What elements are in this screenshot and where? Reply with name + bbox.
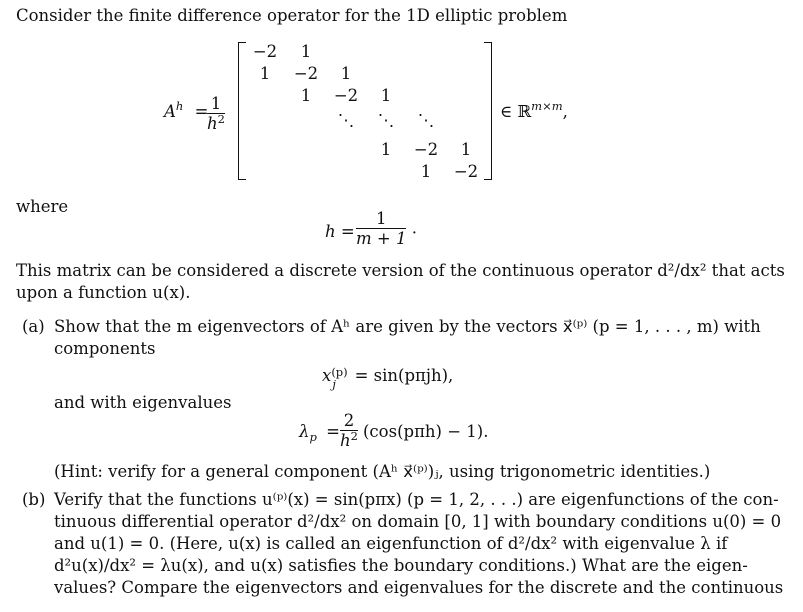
eigvec-rhs: = sin(pπjh), [354,366,454,385]
equals-sign: = [194,102,209,121]
part-b-line-3: and u(1) = 0. (Here, u(x) is called an eigenfunction of d²/dx² with eigenvalue λ if [54,534,728,553]
scale-numerator: 1 [207,95,225,114]
matrix-entry: 1 [460,140,472,159]
part-a-mid-text: and with eigenvalues [54,393,232,412]
eigval-numerator: 2 [340,412,358,431]
matrix-entry: ⋱ [337,111,355,130]
eigenvalue-equation-fraction [340,412,358,450]
matrix-entry: 1 [300,86,312,105]
paragraph-line-2: upon a function u(x). [16,283,191,302]
matrix-entry: −2 [252,42,278,61]
part-a-hint: (Hint: verify for a general component (Aʰ x⃗⁽ᵖ⁾)ⱼ, using trigonometric identities.) [54,462,711,481]
part-b-line-4: d²u(x)/dx² = λu(x), and u(x) satisfies the boundary conditions.) What are the eigen- [54,556,748,575]
eigval-equals: = [326,422,340,441]
eigvec-superscript: (p) [331,365,348,379]
matrix-right-bracket [484,42,492,180]
h-denominator: m + 1 [356,229,407,249]
matrix-entry: 1 [259,64,271,83]
part-b-line-5: values? Compare the eigenvectors and eigenvalues for the discrete and the continuous [54,578,784,597]
matrix-scale-fraction [207,95,225,133]
part-a-line-1: Show that the m eigenvectors of Aʰ are given by the vectors x⃗⁽ᵖ⁾ (p = 1, . . . , m) with [54,317,761,336]
part-a-label: (a) [22,317,45,336]
matrix-entry: ⋱ [377,111,395,130]
matrix-entry: ⋱ [417,111,435,130]
matrix-left-bracket [238,42,246,180]
matrix-symbol: A [164,102,176,121]
matrix-entry: −2 [333,86,359,105]
intro-text: Consider the finite difference operator for the 1D elliptic problem [16,6,568,25]
eigenvalue-equation-lhs [299,422,340,444]
eigval-denominator: h [340,431,351,451]
part-b-line-2: tinuous differential operator d²/dx² on domain [0, 1] with boundary conditions u(0) = 0 [54,512,782,531]
h-numerator: 1 [356,210,406,229]
matrix-lhs [164,99,209,121]
matrix-entry: 1 [340,64,352,83]
real-space-dimension: m×m [531,99,563,113]
matrix-entry: 1 [380,86,392,105]
real-space-symbol: ∈ ℝ [500,102,532,121]
scale-denominator: h [207,114,218,134]
where-label: where [16,197,69,216]
eigenvector-equation [322,365,454,391]
matrix-entry: −2 [413,140,439,159]
matrix-entry: 1 [300,42,312,61]
eigvec-subscript: j [332,377,336,391]
eigval-denominator-exponent: 2 [350,429,358,444]
scale-denominator-exponent: 2 [217,112,225,127]
matrix-entry: 1 [380,140,392,159]
eigvec-symbol: x [322,366,332,385]
matrix-membership [500,99,568,121]
eigenvalue-equation-rhs: (cos(pπh) − 1). [363,422,489,441]
part-a-line-2: components [54,339,156,358]
matrix-superscript: h [175,99,184,113]
matrix-entry: −2 [293,64,319,83]
eigval-symbol: λ [299,422,310,441]
h-trailing-period: . [411,218,417,238]
part-b-label: (b) [22,490,46,509]
part-b-line-1: Verify that the functions u⁽ᵖ⁾(x) = sin(pπx) (p = 1, 2, . . .) are eigenfunctions of the con- [54,490,779,509]
eigval-subscript: p [309,430,317,444]
matrix-trailing-comma: , [562,102,568,121]
matrix-entry: −2 [453,162,479,181]
h-definition-fraction [356,210,417,248]
paragraph-line-1: This matrix can be considered a discrete version of the continuous operator d²/dx² that acts [16,261,785,280]
h-definition-lhs [325,224,355,241]
h-equals: h = [325,222,355,241]
matrix-entry: 1 [420,162,432,181]
